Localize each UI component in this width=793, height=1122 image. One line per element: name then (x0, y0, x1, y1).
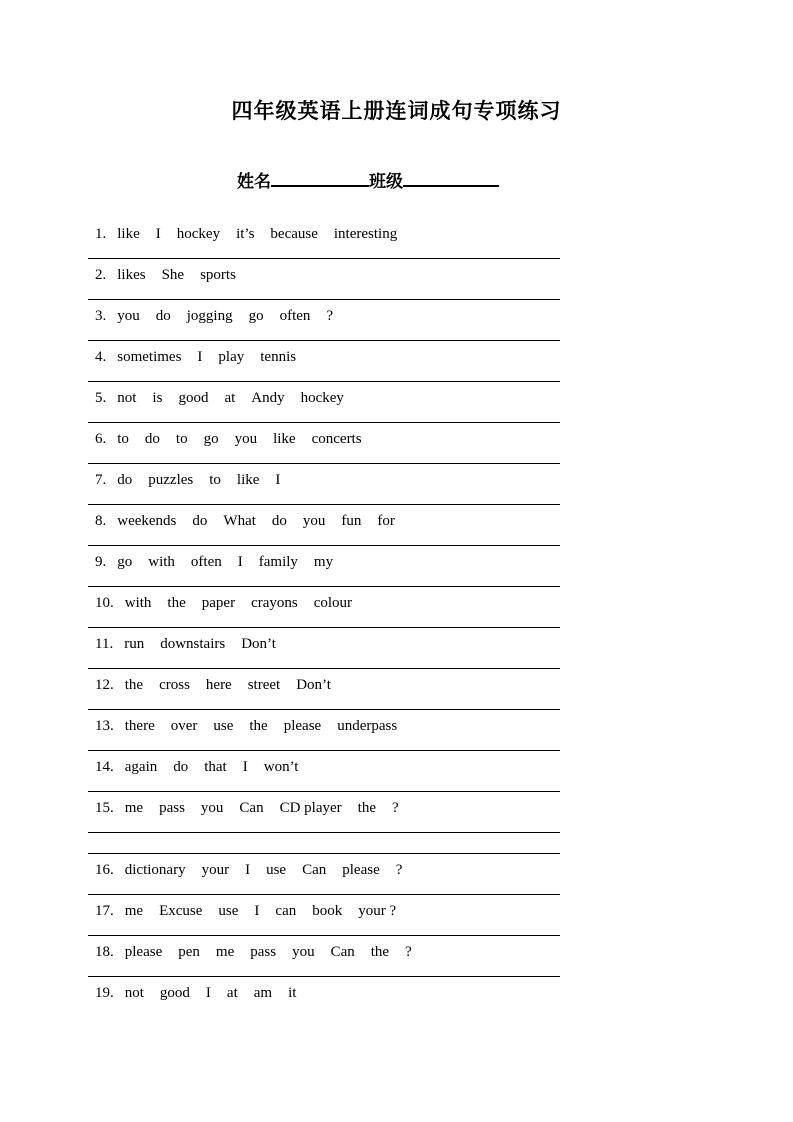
item-word: the (124, 677, 144, 693)
item-text (88, 512, 560, 530)
item-word: you (200, 800, 224, 816)
answer-line (88, 976, 560, 977)
item-word: I (275, 472, 281, 488)
item-text (88, 307, 560, 325)
item-word: do (155, 308, 171, 324)
item-word: there (124, 718, 155, 734)
item-word: Don’t (296, 677, 331, 693)
answer-line (88, 463, 560, 464)
item-word: go (248, 308, 264, 324)
item-word: paper (201, 595, 236, 611)
item-word: the (370, 943, 390, 960)
answer-line (88, 935, 560, 936)
item-word: do (173, 759, 189, 775)
item-text (88, 553, 560, 571)
item-number: 18. (95, 943, 114, 960)
item-word: I (237, 554, 243, 570)
item-word: do (192, 513, 208, 529)
answer-line (88, 627, 560, 628)
item-text (88, 943, 560, 961)
item-number: 9. (95, 554, 107, 570)
item-number: 15. (95, 800, 114, 816)
item-word: go (117, 554, 133, 570)
item-word: is (152, 390, 163, 406)
item-word: with (124, 595, 152, 611)
item-word: downstairs (160, 636, 226, 652)
item-text (88, 758, 560, 776)
item-word: often (190, 554, 222, 570)
item-word: can (275, 902, 297, 919)
item-word: weekends (117, 513, 177, 529)
item-word: Can (330, 943, 355, 960)
item-word: here (205, 677, 232, 693)
answer-line (88, 340, 560, 341)
item-word: you (117, 308, 140, 324)
item-word: good (159, 984, 190, 1001)
item-word: Don’t (241, 636, 276, 652)
item-word: use (266, 861, 287, 878)
item-word: family (258, 554, 298, 570)
item-word: me (124, 902, 144, 919)
class-blank (403, 170, 499, 187)
item-word: concerts (311, 431, 362, 447)
item-word: hockey (300, 390, 344, 406)
item-number: 16. (95, 861, 114, 878)
name-label: 姓名 (237, 172, 271, 191)
item-text (88, 471, 560, 489)
item-word: CD player (279, 800, 342, 816)
item-word: my (313, 554, 334, 570)
item-word: me (215, 943, 235, 960)
item-number: 19. (95, 984, 114, 1001)
item-text (88, 430, 560, 448)
item-word: not (124, 984, 144, 1001)
item-word: your ? (358, 902, 397, 919)
item-number: 14. (95, 759, 114, 775)
item-word: over (170, 718, 198, 734)
item-word: please (124, 943, 163, 960)
item-word: it’s (236, 226, 255, 242)
name-blank (271, 170, 369, 187)
item-word: the (249, 718, 268, 734)
answer-line (88, 422, 560, 423)
item-word: hockey (176, 226, 221, 242)
answer-line (88, 894, 560, 895)
item-text (88, 225, 560, 243)
item-word: crayons (251, 595, 298, 611)
item-word: I (197, 349, 203, 365)
item-word: won’t (263, 759, 299, 775)
item-word: like (236, 472, 260, 488)
item-word: play (218, 349, 245, 365)
item-word: again (124, 759, 158, 775)
item-number: 5. (95, 390, 107, 406)
answer-line (88, 381, 560, 382)
item-word: puzzles (148, 472, 194, 488)
item-word: dictionary (124, 861, 186, 878)
item-word: She (161, 267, 185, 283)
item-word: you (234, 431, 258, 447)
item-number: 4. (95, 349, 107, 365)
answer-line (88, 586, 560, 587)
item-word: like (117, 226, 140, 242)
answer-line (88, 504, 560, 505)
answer-line (88, 299, 560, 300)
item-word: pass (159, 800, 185, 816)
item-word: use (218, 902, 239, 919)
item-word: fun (341, 513, 362, 529)
item-word: jogging (186, 308, 233, 324)
item-word: colour (313, 595, 353, 611)
item-word: interesting (333, 226, 398, 242)
item-word: at (224, 390, 236, 406)
answer-line (88, 853, 560, 854)
answer-line (88, 750, 560, 751)
item-text (88, 635, 560, 653)
item-word: What (223, 513, 256, 529)
item-word: ? (405, 943, 412, 960)
item-text (88, 594, 560, 612)
item-word: ? (392, 800, 399, 816)
item-word: at (226, 984, 238, 1001)
item-word: I (242, 759, 248, 775)
item-word: please (283, 718, 322, 734)
item-number: 17. (95, 902, 114, 919)
item-word: because (270, 226, 318, 242)
item-word: I (254, 902, 260, 919)
item-word: the (167, 595, 186, 611)
item-text (88, 717, 560, 735)
item-word: ? (395, 861, 403, 878)
item-word: like (273, 431, 296, 447)
item-number: 6. (95, 431, 107, 447)
page-title: 四年级英语上册连词成句专项练习 (231, 100, 562, 123)
item-number: 8. (95, 513, 107, 529)
item-word: not (117, 390, 137, 406)
answer-line (88, 545, 560, 546)
item-word: likes (117, 267, 146, 283)
item-word: to (117, 431, 129, 447)
answer-line (88, 709, 560, 710)
item-text (88, 266, 560, 284)
item-word: Excuse (159, 902, 203, 919)
item-word: book (312, 902, 343, 919)
item-word: underpass (337, 718, 398, 734)
answer-line (88, 832, 560, 833)
item-number: 12. (95, 677, 114, 693)
item-word: use (213, 718, 234, 734)
item-word: I (155, 226, 161, 242)
item-word: do (117, 472, 133, 488)
item-word: run (124, 636, 145, 652)
item-word: sports (200, 267, 236, 283)
item-word: ? (326, 308, 334, 324)
item-word: Can (302, 861, 327, 878)
item-word: often (279, 308, 311, 324)
item-word: I (245, 861, 251, 878)
item-text (88, 389, 560, 407)
item-number: 11. (95, 636, 114, 652)
item-word: good (178, 390, 209, 406)
item-text (88, 902, 560, 920)
item-word: cross (159, 677, 190, 693)
item-number: 10. (95, 595, 114, 611)
item-number: 13. (95, 718, 114, 734)
item-word: your (201, 861, 230, 878)
item-text (88, 799, 560, 817)
item-number: 3. (95, 308, 107, 324)
item-word: please (342, 861, 380, 878)
class-label: 班级 (369, 172, 403, 191)
item-word: you (302, 513, 326, 529)
item-word: pass (250, 943, 277, 960)
item-word: to (175, 431, 188, 447)
item-number: 7. (95, 472, 107, 488)
item-word: the (357, 800, 376, 816)
item-word: street (247, 677, 281, 693)
name-class-line (237, 167, 499, 192)
answer-line (88, 258, 560, 259)
item-text (88, 676, 560, 694)
item-word: do (144, 431, 160, 447)
item-word: sometimes (117, 349, 182, 365)
item-text (88, 984, 560, 1002)
item-word: you (292, 943, 315, 960)
item-number: 2. (95, 267, 107, 283)
answer-line (88, 668, 560, 669)
item-word: it (288, 984, 297, 1001)
item-word: to (209, 472, 221, 488)
item-text (88, 861, 560, 879)
item-word: Can (239, 800, 264, 816)
item-word: that (204, 759, 227, 775)
item-word: me (124, 800, 144, 816)
item-text (88, 348, 560, 366)
item-word: I (205, 984, 211, 1001)
item-word: am (253, 984, 273, 1001)
item-word: for (377, 513, 395, 529)
answer-line (88, 791, 560, 792)
item-number: 1. (95, 226, 107, 242)
item-word: go (203, 431, 219, 447)
item-word: do (271, 513, 287, 529)
item-word: with (148, 554, 175, 570)
item-word: pen (178, 943, 200, 960)
item-word: tennis (260, 349, 297, 365)
worksheet-items (88, 218, 560, 1002)
item-word: Andy (251, 390, 285, 406)
